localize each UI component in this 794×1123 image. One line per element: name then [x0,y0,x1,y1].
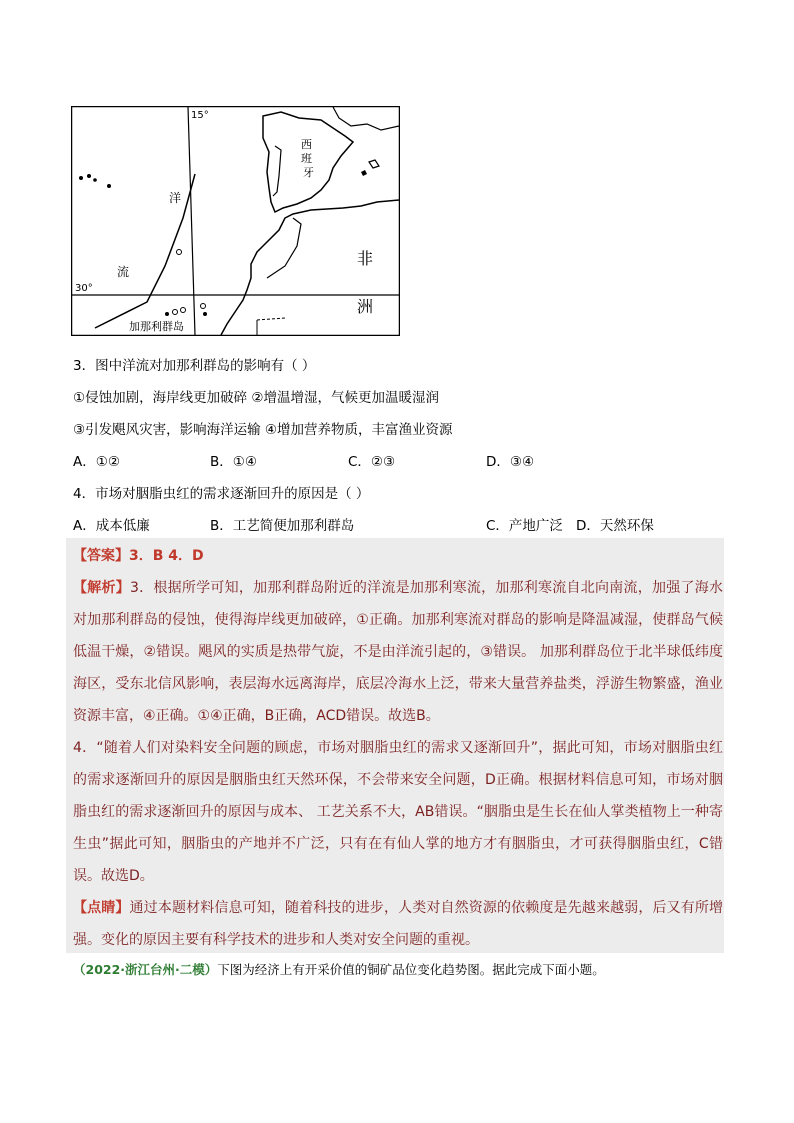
next-question-source [73,961,605,979]
ocean-label-1: 洋 [169,191,182,205]
tip-text: 通过本题材料信息可知，随着科技的进步，人类对自然资源的依赖度是先越来越弱，后又有所增强。变化的原因主要有科学技术的进步和人类对安全问题的重视。 [73,900,724,948]
q3-option-c: C．②③ [348,454,396,470]
analysis-4 [73,732,723,892]
q3-line2: ③引发飓风灾害，影响海洋运输 ④增加营养物质，丰富渔业资源 [73,422,453,438]
canary-island [203,312,207,316]
q4-option-a: A．成本低廉 [73,518,150,534]
q4-option-d: D．天然环保 [576,518,654,534]
analysis-3-text: 3．根据所学可知，加那利群岛附近的洋流是加那利寒流，加那利寒流自北向南流，加强了海水对加那利群岛的侵蚀，使得海岸线更加破碎，①正确。加那利寒流对群岛的影响是降温减湿，使群岛气候低温干燥，②错误。飓风的实质是热带气旋，不是由洋流引起的，③错误。 加那利群岛位于北半球低纬度海区，受东北信风影响，表层海水远离海岸，底层冷海水上泛，带来大量营养盐类，浮游生物繁盛，渔业资源丰富，④正确。①④正确，B正确，ACD错误。故选B。 [73,580,724,724]
spain-label-2: 班 [301,152,312,165]
longitude-label: 15° [191,110,209,121]
spain-label-3: 牙 [303,166,314,179]
canary-island [165,312,169,316]
answer-text: 3．B 4．D [129,548,204,564]
ocean-label-2: 流 [117,265,130,279]
q3-option-d: D．③④ [486,454,535,470]
island-dot [79,176,83,180]
africa-label-1: 非 [357,249,374,268]
answer-tag: 【答案】 [73,548,129,564]
canary-label: 加那利群岛 [129,320,184,333]
tip-tag: 【点睛】 [73,900,130,916]
island-dot [87,174,91,178]
analysis-3 [73,572,723,732]
q3-stem: 3．图中洋流对加那利群岛的影响有（ ） [73,358,316,374]
q3-option-a: A．①② [73,454,120,470]
source-text: 下图为经济上有开采价值的铜矿品位变化趋势图。据此完成下面小题。 [217,962,605,977]
latitude-label: 30° [75,283,93,294]
map-svg [71,106,400,336]
africa-label-2: 洲 [357,297,374,316]
tip [73,892,723,956]
analysis-tag: 【解析】 [73,580,130,596]
island-dot [93,178,97,182]
island-dot [107,184,111,188]
answer-section [73,540,723,956]
q3-option-b: B．①④ [210,454,257,470]
q4-option-b: B．工艺简便加那利群岛 [210,518,355,534]
q4-option-c: C．产地广泛 [486,518,563,534]
analysis-4-text: 4．“随着人们对染料安全问题的顾虑，市场对胭脂虫红的需求又逐渐回升”，据此可知，市场对胭脂虫红的需求逐渐回升的原因是胭脂虫红天然环保，不会带来安全问题，D正确。根据材料信息可知，市场对胭脂虫红的需求逐渐回升的原因与成本、 工艺关系不大，AB错误。“胭脂虫是生长在仙人掌类植物上一种寄生虫”据此可知，胭脂虫的产地并不广泛，只有在有仙人掌的地方才有胭脂虫，才可获得胭脂虫红，C错误。故选D。 [73,740,723,884]
q4-stem: 4．市场对胭脂虫红的需求逐渐回升的原因是（ ） [73,486,370,502]
q3-line1: ①侵蚀加剧，海岸线更加破碎 ②增温增湿，气候更加温暖湿润 [73,390,439,406]
map-figure [71,106,400,336]
answer-line [73,540,723,572]
source-tag: （2022·浙江台州·二模） [73,962,218,977]
spain-label-1: 西 [301,138,312,151]
